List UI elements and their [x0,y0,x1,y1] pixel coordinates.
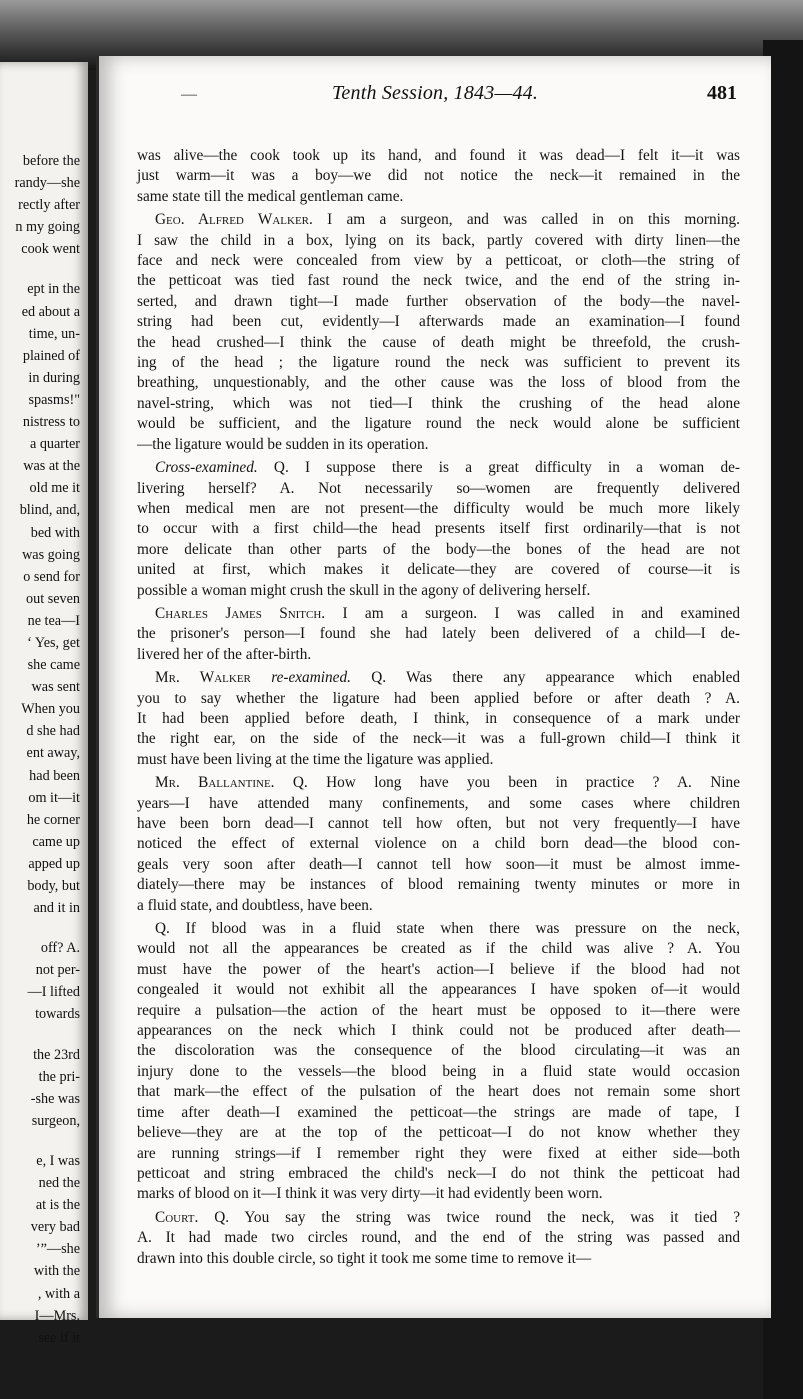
text-line [137,1082,740,1102]
line-text: just warm—it was a boy—we did not notice the neck—it remained in the [137,167,740,185]
line-text: drawn into this double circle, so tight it took me some time to remove it— [137,1249,592,1267]
line-text: noticed the effect of external violence on a child born dead—the blood con- [137,835,740,853]
text-line [137,499,740,519]
text-line [137,1208,740,1228]
left-page-line: off? A. [40,940,80,957]
left-page-line: nistress to [22,414,80,431]
line-text: injury done to the vessels—the blood being in a fluid state would occasion [137,1062,740,1080]
left-page-line: ’”—she [35,1241,80,1258]
line-text: believe—they are at the top of the petticoat—I do not know whether they [137,1124,740,1142]
text-line [137,1001,740,1021]
left-page-line: had been [29,767,80,784]
line-text: are running strings—if I remember right they were fixed at either side—both [137,1144,740,1162]
line-text: must have the power of the heart's action—I believe if the blood had not [137,960,740,978]
text-line [137,519,740,539]
line-text: the prisoner's person—I found she had lately been delivered of a child—I de- [137,625,740,643]
text-line [137,939,740,959]
line-text: livered her of the after-birth. [137,645,312,663]
previous-page-fragment [0,62,88,1346]
text-line [137,394,740,414]
text-line [137,750,740,770]
line-text: the petticoat was tied fast round the neck twice, and the end of the string in- [137,272,740,290]
text-line [137,581,740,601]
examination-label: re-examined. [250,669,351,687]
line-text: to occur with a first child—the head presents itself first ordinarily—that is not [137,520,740,538]
text-line [137,435,740,455]
text-line [137,604,740,624]
left-page-line: When you [21,701,80,718]
left-page-line: ned the [38,1175,80,1192]
text-line [137,231,740,251]
left-page-line: randy—she [14,175,80,192]
left-page-line: bed with [30,524,80,541]
line-text: geals very soon after death—I cannot tell how soon—it must be almost imme- [137,855,740,873]
speaker-name: Mr. Ballantine. [155,774,275,792]
text-line [137,166,740,186]
text-line [137,855,740,875]
left-page-line: ‘ Yes, get [27,634,80,651]
line-text: united at first, which makes it delicate—they are covered of course—it is [137,561,740,579]
left-page-line: ept in the [27,281,80,298]
text-line [137,709,740,729]
line-text: Q. How long have you been in practice ? A. Nine [274,774,740,792]
text-line [137,689,740,709]
left-page-line: was at the [23,458,80,475]
line-text: I am a surgeon, and was called in on this morning. [312,211,741,229]
left-page-line: old me it [29,480,80,497]
page-number: 481 [707,82,737,104]
left-page-line: with the [33,1263,80,1280]
left-page-line: d she had [26,723,80,740]
left-page-line: ent away, [26,745,80,762]
line-text: string had been cut, evidently—I afterwards made an examination—I found [137,313,740,331]
page-body [137,146,740,1272]
speaker-name: Geo. Alfred Walker. [155,211,313,229]
text-line [137,540,740,560]
running-title: Tenth Session, 1843—44. [331,82,539,104]
text-line [137,980,740,1000]
line-text: same state till the medical gentleman came. [137,187,404,205]
text-line [137,373,740,393]
text-line [137,645,740,665]
line-text: a fluid state, and doubtless, have been. [137,896,373,914]
paragraph [137,146,740,207]
left-page-line: in during [28,369,80,386]
left-page-line: he corner [26,811,80,828]
left-page-gap [0,919,80,937]
previous-page-text [0,150,80,1349]
paragraph [137,919,740,1205]
text-line [137,834,740,854]
text-line [137,896,740,916]
text-line [137,1164,740,1184]
left-page-line: -she was [30,1090,80,1107]
text-line [137,187,740,207]
left-page-line: om it—it [28,789,80,806]
line-text: have been born dead—I cannot tell how often, but not very frequently—I have [137,815,740,832]
text-line [137,919,740,939]
book-page [96,56,771,1318]
line-text: livering herself? A. Not necessarily so—women are frequently delivered [137,479,740,497]
line-text: Q. I suppose there is a great difficulty in a woman de- [257,459,740,477]
text-line [137,729,740,749]
line-text: time after death—I examined the petticoat—the strings are made of tape, I [137,1103,740,1121]
line-text: require a pulsation—the action of the heart must be opposed to it—there were [137,1001,740,1019]
examination-label: Cross-examined. [155,459,258,477]
left-page-line: see if it [38,1329,80,1346]
left-page-line: was going [22,546,80,563]
left-page-line: was sent [31,679,80,696]
text-line [137,1021,740,1041]
speaker-name: Charles James Snitch. [155,604,326,622]
left-page-line: e, I was [36,1152,80,1169]
line-text: I am a surgeon. I was called in and examined [325,604,741,622]
line-text: navel-string, which was not tied—I think the crushing of the head alone [137,394,740,412]
text-line [137,1123,740,1143]
text-line [137,624,740,644]
left-page-gap [0,260,80,278]
left-page-line: plained of [22,347,80,364]
left-page-line: ed about a [21,303,80,320]
line-text: that mark—the effect of the pulsation of the heart does not remain some short [137,1083,740,1101]
left-page-line: came up [32,833,80,850]
text-line [137,773,740,793]
line-text: possible a woman might crush the skull in the agony of delivering herself. [137,581,591,599]
text-line [137,210,740,230]
line-text: more delicate than other parts of the body—the bones of the head are not [137,540,740,558]
left-page-gap [0,1132,80,1150]
line-text: I saw the child in a box, lying on its back, partly covered with dirty linen—the [137,231,740,249]
line-text: —the ligature would be sudden in its operation. [137,435,429,453]
line-text: when medical men are not present—the difficulty would be much more likely [137,499,740,517]
paragraph [137,458,740,601]
text-line [137,960,740,980]
speaker-name: Mr. Walker [155,669,251,687]
line-text: petticoat and string embraced the child's neck—I do not think the petticoat had [137,1164,740,1182]
text-line [137,333,740,353]
text-line [137,479,740,499]
line-text: It had been applied before death, I think, in consequence of a mark under [137,709,740,727]
left-page-line: before the [22,153,80,169]
left-page-gap [0,1026,80,1044]
text-line [137,1062,740,1082]
text-line [137,292,740,312]
line-text: congealed it would not exhibit all the appearances I have spoken of—it would [137,981,740,999]
left-page-line: time, un- [28,325,80,342]
paragraph [137,604,740,665]
left-page-line: I—Mrs. [34,1307,80,1324]
line-text: Q. Was there any appearance which enabled [350,669,741,687]
line-text: the right ear, on the side of the neck—it was a full-grown child—I think it [137,730,740,748]
line-text: serted, and drawn tight—I made further observation of the body—the navel- [137,292,740,310]
line-text: appearances on the neck which I think could not be produced after death— [137,1022,740,1040]
text-line [137,1249,740,1269]
text-line [137,414,740,434]
paragraph [137,773,740,916]
left-page-line: o send for [23,568,80,585]
left-page-line: towards [35,1006,80,1023]
line-text: A. It had made two circles round, and the end of the string was passed and [137,1229,740,1247]
paragraph [137,668,740,770]
text-line [137,560,740,580]
left-page-line: the pri- [38,1068,80,1085]
text-line [137,794,740,814]
text-line [137,1103,740,1123]
header-dash: — [181,86,197,103]
left-page-line: out seven [26,590,80,607]
left-page-line: apped up [28,855,80,872]
text-line [137,1144,740,1164]
text-line [137,458,740,478]
text-line [137,814,740,834]
text-line [137,1184,740,1204]
paragraph [137,210,740,455]
left-page-line: not per- [35,962,80,979]
line-text: breathing, unquestionably, and the other cause was the loss of blood from the [137,374,740,392]
left-page-line: she came [27,657,80,674]
line-text: you to say whether the ligature had been applied before or after death ? A. [137,689,740,707]
line-text: ing of the head ; the ligature round the neck was sufficient to prevent its [137,354,740,372]
line-text: marks of blood on it—I think it was very dirty—it had evidently been worn. [137,1185,603,1203]
line-text: would be sufficient, and the ligature round the neck would alone be sufficient [137,415,740,433]
text-line [137,1041,740,1061]
left-page-line: , with a [37,1285,80,1302]
line-text: the head crushed—I think the cause of death might be threefold, the crush- [137,333,740,351]
line-text: Q. You say the string was twice round the neck, was it tied ? [198,1208,740,1226]
running-header [99,80,771,110]
line-text: was alive—the cook took up its hand, and found it was dead—I felt it—it was [137,147,740,164]
line-text: must have been living at the time the ligature was applied. [137,750,494,768]
text-line [137,1228,740,1248]
left-page-line: ne tea—I [27,612,80,629]
line-text: would not all the appearances be created as if the child was alive ? A. You [137,940,740,958]
paragraph [137,1208,740,1269]
text-line [137,668,740,688]
text-line [137,271,740,291]
speaker-name: Court. [155,1208,199,1226]
left-page-line: cook went [21,241,80,258]
left-page-line: spasms!" [28,391,80,408]
text-line [137,312,740,332]
left-page-line: a quarter [29,436,80,453]
left-page-line: body, but [27,878,80,894]
left-page-line: the 23rd [33,1046,80,1063]
text-line [137,251,740,271]
line-text: Q. If blood was in a fluid state when there was pressure on the neck, [155,920,740,938]
text-line [137,875,740,895]
left-page-line: and it in [33,900,80,917]
line-text: face and neck were concealed from view by a petticoat, or cloth—the string of [137,252,740,270]
left-page-line: surgeon, [31,1112,80,1129]
text-line [137,353,740,373]
line-text: diately—there may be instances of blood remaining twenty minutes or more in [137,876,740,894]
line-text: years—I have attended many confinements, and some cases where children [137,794,740,812]
left-page-line: —I lifted [27,984,80,1001]
text-line [137,146,740,166]
line-text: the discoloration was the consequence of the blood circulating—it was an [137,1042,740,1060]
left-page-line: n my going [15,219,80,236]
left-page-line: very bad [30,1219,80,1236]
left-page-line: blind, and, [19,502,80,519]
left-page-line: at is the [35,1197,80,1214]
left-page-line: rectly after [18,197,80,214]
